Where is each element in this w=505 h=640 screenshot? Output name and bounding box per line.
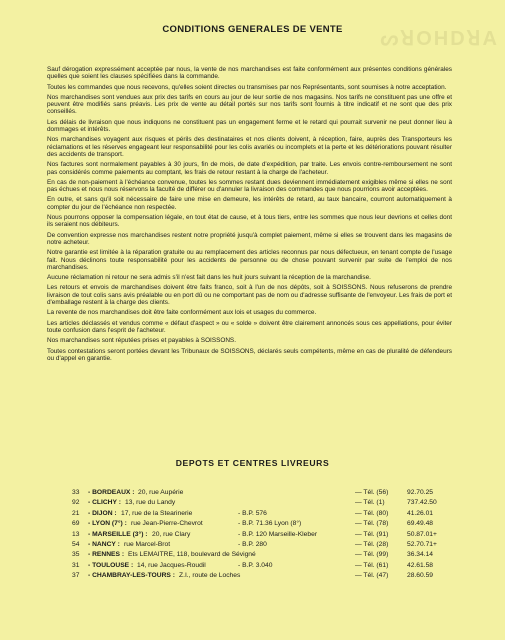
depot-row xyxy=(72,509,452,519)
terms-paragraph: Les retours et envois de marchandises doivent être faits franco, soit à l'un de nos dépôts, soit à SOISSONS. Nous refuserons de prendre livraison de tout colis sans avis préalable ou en port dû ou ne comportant pas de nom ou d'adresse suffisante de l'envoyeur. Les frais de port et d'emballage restent à la charge des clients. xyxy=(47,284,452,307)
depot-phone: 28.60.59 xyxy=(407,572,434,580)
terms-paragraph: Nos factures sont normalement payables à 30 jours, fin de mois, de date d'expédition, par traite. Les envois contre-remboursement ne sont pas considérés comme paiements au comptant, les frais de retour restant à la charge de l'acheteur. xyxy=(47,161,452,176)
depot-code: 33 xyxy=(72,489,80,496)
depot-tel-label: — Tél. (1) xyxy=(355,499,385,507)
terms-paragraph: Toutes les commandes que nous recevons, qu'elles soient directes ou transmises par nos Représentants, sont soumises à notre acceptation. xyxy=(47,83,447,91)
depot-city: - LYON (7°) : xyxy=(88,520,127,528)
depot-bp: - B.P. 280 xyxy=(238,540,267,548)
depot-phone: 69.49.48 xyxy=(407,520,434,528)
depot-address: rue Marcel-Brot xyxy=(124,540,171,548)
terms-paragraph: Sauf dérogation expressément acceptée par nous, la vente de nos marchandises est faite conformément aux présentes conditions générales quelles que soient les clauses spécifiées dans la commande. xyxy=(47,66,452,81)
depot-row xyxy=(72,498,452,508)
depot-address: 13, rue du Landy xyxy=(125,499,176,507)
depot-city: - DIJON : xyxy=(88,509,117,517)
terms-paragraph: Nos marchandises voyagent aux risques et périls des destinataires et nos clients doivent, à réception, faire, auprès des Transporteurs les réclamations et les réserves engageant leur responsabilité pour les colis avariés ou incomplets et la perte et les détériorations pouvant résulter des accidents de transport. xyxy=(47,136,452,158)
depot-address: 20, rue Clary xyxy=(152,530,191,538)
depot-tel-label: — Tél. (61) xyxy=(355,561,389,569)
depot-tel-label: — Tél. (91) xyxy=(355,530,389,538)
depot-phone: 92.70.25 xyxy=(407,489,434,496)
terms-paragraph: En cas de non-paiement à l'échéance convenue, toutes les sommes restant dues deviennent immédiatement exigibles même si elles ne sont pas échues et nous nous réservons la faculté de différer ou d'annuler la livraison des commandes que nous pourrions avoir acceptées. xyxy=(47,178,452,194)
depot-city: - CHAMBRAY-LES-TOURS : xyxy=(88,572,175,580)
terms-paragraph: De convention expresse nos marchandises restent notre propriété jusqu'à complet paiement, même si elles se trouvent dans les magasins de notre acheteur. xyxy=(47,231,452,246)
page-title: CONDITIONS GENERALES DE VENTE xyxy=(162,24,343,35)
depot-tel-label: — Tél. (99) xyxy=(355,551,389,559)
depot-city: - CLICHY : xyxy=(88,499,121,507)
depots-title: DEPOTS ET CENTRES LIVREURS xyxy=(175,458,330,468)
depot-row xyxy=(72,488,452,498)
terms-paragraph: Nos marchandises sont réputées prises et payables à SOISSONS. xyxy=(47,337,236,345)
depot-row xyxy=(72,550,452,560)
terms-paragraph: Les délais de livraison que nous indiquons ne constituent pas un engagement ferme et le retard qui pourrait survenir ne peut donner lieu à dommages et intérêts. xyxy=(47,118,452,134)
depot-code: 54 xyxy=(72,540,80,548)
terms-paragraph: Nos marchandises sont vendues aux prix des tarifs en cours au jour de leur sortie de nos magasins. Nos tarifs ne constituent pas une offre et peuvent être modifiés sans préavis. Les prix de vente au détail portés sur nos tarifs sont fournis à titre indicatif et ne sont que des prix conseillés. xyxy=(47,93,452,116)
depot-phone: 50.87.01+ xyxy=(407,530,437,538)
depot-bp: - B.P. 120 Marseille-Kleber xyxy=(238,530,318,538)
depot-bp: - B.P. 71.36 Lyon (8°) xyxy=(238,520,302,528)
depot-row xyxy=(72,571,452,581)
depot-tel-label: — Tél. (56) xyxy=(355,489,389,496)
depot-code: 21 xyxy=(72,509,80,517)
depot-address: 20, rue Aupérie xyxy=(138,489,184,496)
depot-city: - MARSEILLE (3°) : xyxy=(88,530,148,538)
depot-code: 13 xyxy=(72,530,80,538)
depot-phone: 41.26.01 xyxy=(407,509,434,517)
depot-row xyxy=(72,530,452,540)
depot-code: 37 xyxy=(72,572,80,580)
depot-address: Z.I., route de Loches xyxy=(179,572,241,580)
depot-tel-label: — Tél. (28) xyxy=(355,540,389,548)
terms-paragraph: Les articles déclassés et vendus comme « défaut d'aspect » ou « solde » doivent être clairement annoncés sous ces appellations, pour éviter toute confusion dans l'esprit de l'acheteur. xyxy=(47,319,452,334)
depot-row xyxy=(72,540,452,550)
depot-tel-label: — Tél. (47) xyxy=(355,572,389,580)
depot-address: 14, rue Jacques-Roudil xyxy=(137,561,206,569)
terms-body xyxy=(47,66,452,365)
depot-phone: 52.70.71+ xyxy=(407,540,437,548)
depot-code: 31 xyxy=(72,561,80,569)
depot-code: 69 xyxy=(72,520,80,528)
depot-phone: 737.42.50 xyxy=(407,499,437,507)
terms-paragraph: Notre garantie est limitée à la réparation gratuite ou au remplacement des articles reconnus par nous défectueux, en tenant compte de l'usage fait. Nous déclinons toute responsabilité pour les accidents de personne ou de chose pouvant survenir par suite de l'emploi de nos marchandises. xyxy=(47,249,452,271)
depots-list xyxy=(72,488,452,582)
depot-address: Ets LEMAITRE, 118, boulevard de Sévigné xyxy=(128,551,256,559)
terms-paragraph: En outre, et sans qu'il soit nécessaire de faire une mise en demeure, les intérêts de retard, au taux bancaire, courront automatiquement à compter du jour de l'échéance non respectée. xyxy=(47,196,452,211)
depot-code: 35 xyxy=(72,551,80,559)
depot-tel-label: — Tél. (78) xyxy=(355,520,389,528)
terms-paragraph: La revente de nos marchandises doit être faite conformément aux lois et usages du commerce. xyxy=(47,309,317,317)
depot-bp: - B.P. 576 xyxy=(238,509,267,517)
depot-city: - TOULOUSE : xyxy=(88,561,134,569)
depot-row xyxy=(72,561,452,571)
depot-phone: 36.34.14 xyxy=(407,551,434,559)
depot-city: - RENNES : xyxy=(88,551,125,559)
depot-bp: - B.P. 3.040 xyxy=(238,561,273,569)
depot-phone: 42.61.58 xyxy=(407,561,434,569)
terms-paragraph: Nous pourrons opposer la compensation légale, en tout état de cause, et à tous tiers, entre les sommes que nous leur devrions et celles dont ils seraient nos débiteurs. xyxy=(47,214,452,229)
depot-city: - BORDEAUX : xyxy=(88,489,135,496)
depot-address: 17, rue de la Stearinerie xyxy=(121,509,193,517)
depot-address: rue Jean-Pierre-Chevrot xyxy=(131,520,203,528)
terms-paragraph: Aucune réclamation ni retour ne sera admis s'il n'est fait dans les huit jours suivant la réception de la marchandise. xyxy=(47,274,371,282)
terms-paragraph: Toutes contestations seront portées devant les Tribunaux de SOISSONS, déclarés seuls compétents, même en cas de pluralité de défendeurs ou d'appel en garantie. xyxy=(47,347,452,362)
depot-row xyxy=(72,519,452,529)
bleed-through-artifact: ᔕꓤOHDꓤA xyxy=(380,28,499,50)
depot-city: - NANCY : xyxy=(88,540,120,548)
depot-code: 92 xyxy=(72,499,80,507)
depot-tel-label: — Tél. (80) xyxy=(355,509,389,517)
